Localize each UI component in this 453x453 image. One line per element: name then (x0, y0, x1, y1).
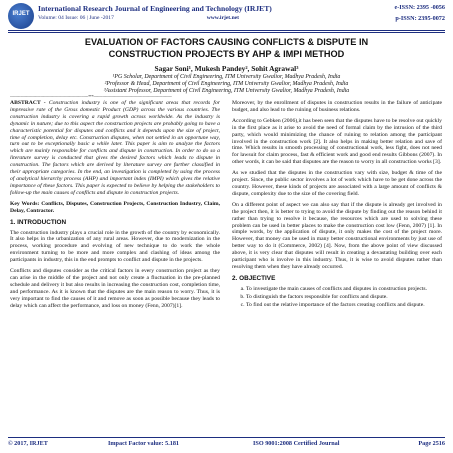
affiliation-1: ¹PG Scholar, Department of Civil Engineering, ITM University Gwalior, Madhya Pradesh, India (112, 74, 341, 80)
body-paragraph-3: As we studied that the disputes in the construction vary with size, budget & time of the project. Since, the public sector involves a lot of work which have to be get done across the country. However, these kinds of projects are associated with a large amount of conflicts & dispute, complexity due to the size of the covering field. (232, 170, 442, 197)
header-rule-thin (8, 32, 445, 33)
objective-item: a. To investigate the main causes of conflicts and disputes in construction projects. (246, 286, 442, 293)
keywords: Key Words: Conflicts, Disputes, Construction Projects, Construction Industry, Claim, Delay, Contractor. (10, 200, 220, 214)
intro-paragraph-2: Conflicts and disputes consider as the critical factors in every construction project as they can arise in the middle of the project and not only create a fluctuation in the pre-planned schedule and delivery it but also results in increasing the construction cost, completion time, and performance. As it is known that the disputes are the main reason to worry. Thus, it is very important to find the causes of it and remove as soon as possible because they leads to delay which can affect the performance, and loss on money (Fenn, 2007)[1]. (10, 268, 220, 309)
footer-copyright: © 2017, IRJET (8, 440, 48, 447)
footer-page-number: Page 2516 (418, 440, 445, 447)
right-column (232, 100, 442, 310)
journal-website[interactable]: www.irjet.net (206, 15, 240, 21)
abstract: ABSTRACT - Construction industry is one of the significant areas that records for impressive rate of the Gross domestic Product (GDP) across the various countries. The construction industry is covering a rapid growth across worldwide. As the industry is dynamic in nature; due to this aspect the construction projects are probably going to have a characteristic potential for disputes and conflicts and it depends upon the size of project, time of completion, delay etc. Construction disputes, when not settled in an opportune way, turn out to be exceptionally basic a while later. This paper is aim to analyze the factors which are mainly responsible for conflicts and dispute in construction. In order to do so a literature survey is conducted that gives the desired factors which leads to dispute in construction. The factors which are derived by literature survey are further classified in their appropriate categories. In the end, an investigation is completed by using the process of analytical hierarchy process (AHP) and important index (IMPI) which gives the relative importance of these factors. This paper is expected to believe by helping the stakeholders to follow-up the main causes of conflicts and dispute in construction projects. (10, 100, 220, 196)
footer-rule (8, 437, 445, 438)
body-paragraph-4: On a different point of aspect we can also say that if the dispute is already get involved in the project then, it is better to trying to avoid the dispute by finding out the reason behind it rather than trying to resolve it because, the resources which are used to solving these problem can be used in better places to make the construction cost low (Fenn, 2007) [1]. In simple words, by the application of dispute, it only makes the cost of the project more. However, that money can be used in many better constructional environments by just use of better way to do it (Commerce, 2002) [4]. Now, from the above point of view discussed above, it is very clear that disputes will result in creating a devastating building over each participant who is involve in this industry. Thus, it is wise to avoid disputes rather than resolving them when they have already occurred. (232, 201, 442, 270)
objective-item: b. To distinguish the factors responsible for conflicts and dispute. (246, 294, 442, 301)
affiliation-3: ³Assistant Professor, Department of Civil Engineering, ITM University Gwalior, Madhya Pradesh, India (103, 88, 350, 94)
affiliation-2: ²Professor & Head, Department of Civil Engineering, ITM University Gwalior, Madhya Pradesh, India (104, 81, 349, 87)
paper-title: EVALUATION OF FACTORS CAUSING CONFLICTS & DISPUTE IN CONSTRUCTION PROJECTS BY AHP & IMPI METHOD (84, 37, 369, 59)
p-issn: p-ISSN: 2395-0072 (395, 15, 445, 22)
intro-paragraph-1: The construction industry plays a crucial role in the growth of the country by economically. It also helps in the urbanization of any rural areas. However, due to modernization in the process, working procedure and evolving of new technique to do work the whole environment turning to be more and more complex and clashing of ideas among the participants in industry, this in the end prompts to conflict and dispute in the projects. (10, 229, 220, 264)
authors: Sagar Soni¹, Mukesh Pandey², Sohit Agrawal³ (154, 64, 299, 73)
header-rule (8, 30, 445, 31)
body-paragraph-2: According to Gebken (2006),it has been seen that the disputes have to be resolve out quickly in the first place as it arise to avoid the need of formal claim by the intrusion of the third party, which would minimizing the chance of ruining to relation among the participant involved in the construction work [2]. It also helps in making better relation and save of time. Which results in smooth processing of constructional work, less fight, does not need for lawsuit for claim process, fast & efficient work and good end results Gibbons (2007). In other words, it can be said that disputes are the reason to worry in all construction works [3]. (232, 117, 442, 166)
objective-item: c. To find out the relative importance of the factors creating conflicts and dispute. (246, 302, 442, 309)
left-column (10, 100, 220, 313)
journal-issue-line (38, 15, 239, 21)
introduction-heading: 1. INTRODUCTION (10, 218, 67, 226)
objective-list (232, 286, 442, 309)
journal-title: International Research Journal of Engineering and Technology (IRJET) (38, 4, 272, 13)
section-divider: ---------------------------------------------------------------------***--------------------------------------------------------------------- (10, 94, 172, 99)
journal-header (8, 3, 445, 31)
irjet-logo: IRJET (8, 3, 34, 29)
footer-iso: ISO 9001:2008 Certified Journal (253, 440, 340, 447)
volume-issue: Volume: 04 Issue: 06 | June -2017 (38, 15, 114, 21)
e-issn: e-ISSN: 2395 -0056 (394, 4, 445, 11)
footer-impact-factor: Impact Factor value: 5.181 (108, 440, 180, 447)
objective-heading: 2. OBJECTIVE (232, 274, 276, 282)
body-paragraph-1: Moreover, by the enrollment of disputes in construction results in the failure of anticipate budget, and also lead to the ruining of business relations. (232, 100, 442, 113)
